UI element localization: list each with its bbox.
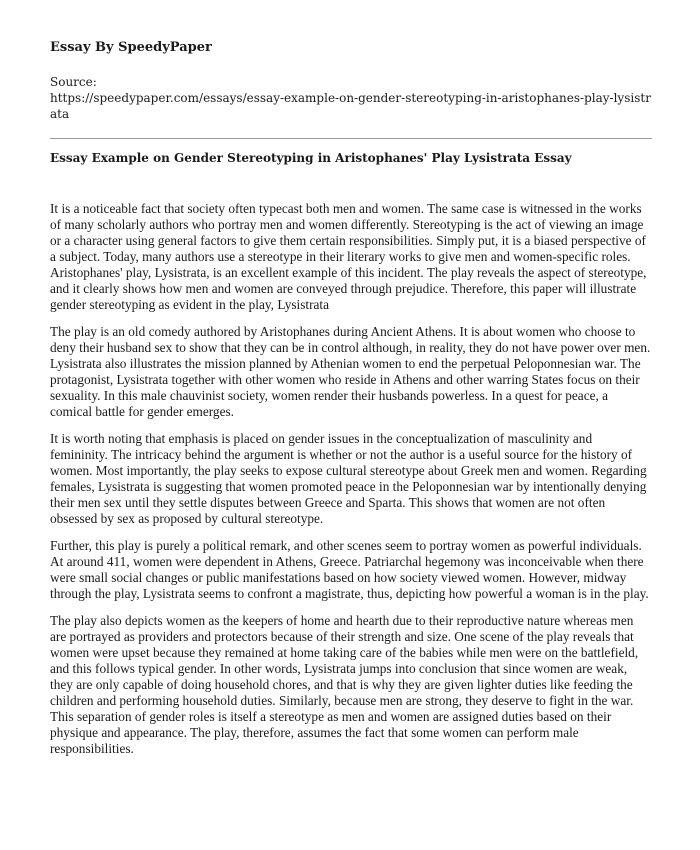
source-block (50, 74, 652, 122)
header-divider (50, 138, 652, 139)
essay-paragraph: It is worth noting that emphasis is placed on gender issues in the conceptualization of masculinity and femininity. The intricacy behind the argument is whether or not the author is a useful source for the history of women. Most importantly, the play seeks to expose cultural stereotype about Greek men and women. Regarding females, Lysistrata is suggesting that women promoted peace in the Peloponnesian war by intentionally denying their men sex until they settle disputes between Greece and Sparta. This shows that women are not often obsessed by sex as proposed by cultural stereotype. (50, 431, 647, 526)
essay-paragraph: It is a noticeable fact that society often typecast both men and women. The same case is witnessed in the works of many scholarly authors who portray men and women differently. Stereotyping is the act of viewing an image or a character using general factors to give them certain responsibilities. Simply put, it is a biased perspective of a subject. Today, many authors use a stereotype in their literary works to give men and women-specific roles. Aristophanes' play, Lysistrata, is an excellent example of this incident. The play reveals the aspect of stereotype, and it clearly shows how men and women are conveyed through prejudice. Therefore, this paper will illustrate gender stereotyping as evident in the play, Lysistrata (50, 201, 647, 312)
source-url-link[interactable]: https://speedypaper.com/essays/essay-example-on-gender-stereotyping-in-aristophanes-play-lysistrata (50, 91, 651, 121)
essay-title: Essay Example on Gender Stereotyping in Aristophanes' Play Lysistrata Essay (50, 151, 572, 165)
essay-body (50, 201, 652, 768)
source-label: Source: (50, 75, 97, 89)
essay-paragraph: The play also depicts women as the keepers of home and hearth due to their reproductive nature whereas men are portrayed as providers and protectors because of their strength and size. One scene of the play reveals that women were upset because they remained at home taking care of the babies while men were on the battlefield, and this follows typical gender. In other words, Lysistrata jumps into conclusion that since women are weak, they are only capable of doing household chores, and that is why they are given lighter duties like feeding the children and performing household duties. Similarly, because men are strong, they deserve to fight in the war. This separation of gender roles is itself a stereotype as men and women are assigned duties based on their physique and appearance. The play, therefore, assumes the fact that some women can perform male responsibilities. (50, 613, 639, 756)
essay-paragraph: The play is an old comedy authored by Aristophanes during Ancient Athens. It is about women who choose to deny their husband sex to show that they can be in control although, in reality, they do not have power over men. Lysistrata also illustrates the mission planned by Athenian women to end the perpetual Peloponnesian war. The protagonist, Lysistrata together with other women who reside in Athens and other warring States focus on their sexuality. In this male chauvinist society, women render their husbands powerless. In a quest for peace, a comical battle for gender emerges. (50, 324, 651, 419)
essay-paragraph: Further, this play is purely a political remark, and other scenes seem to portray women as powerful individuals. At around 411, women were dependent in Athens, Greece. Patriarchal hegemony was inconceivable when there were small social changes or public manifestations based on how society viewed women. However, midway through the play, Lysistrata seems to confront a magistrate, thus, depicting how powerful a woman is in the play. (50, 538, 649, 601)
document-header-title: Essay By SpeedyPaper (50, 40, 212, 55)
